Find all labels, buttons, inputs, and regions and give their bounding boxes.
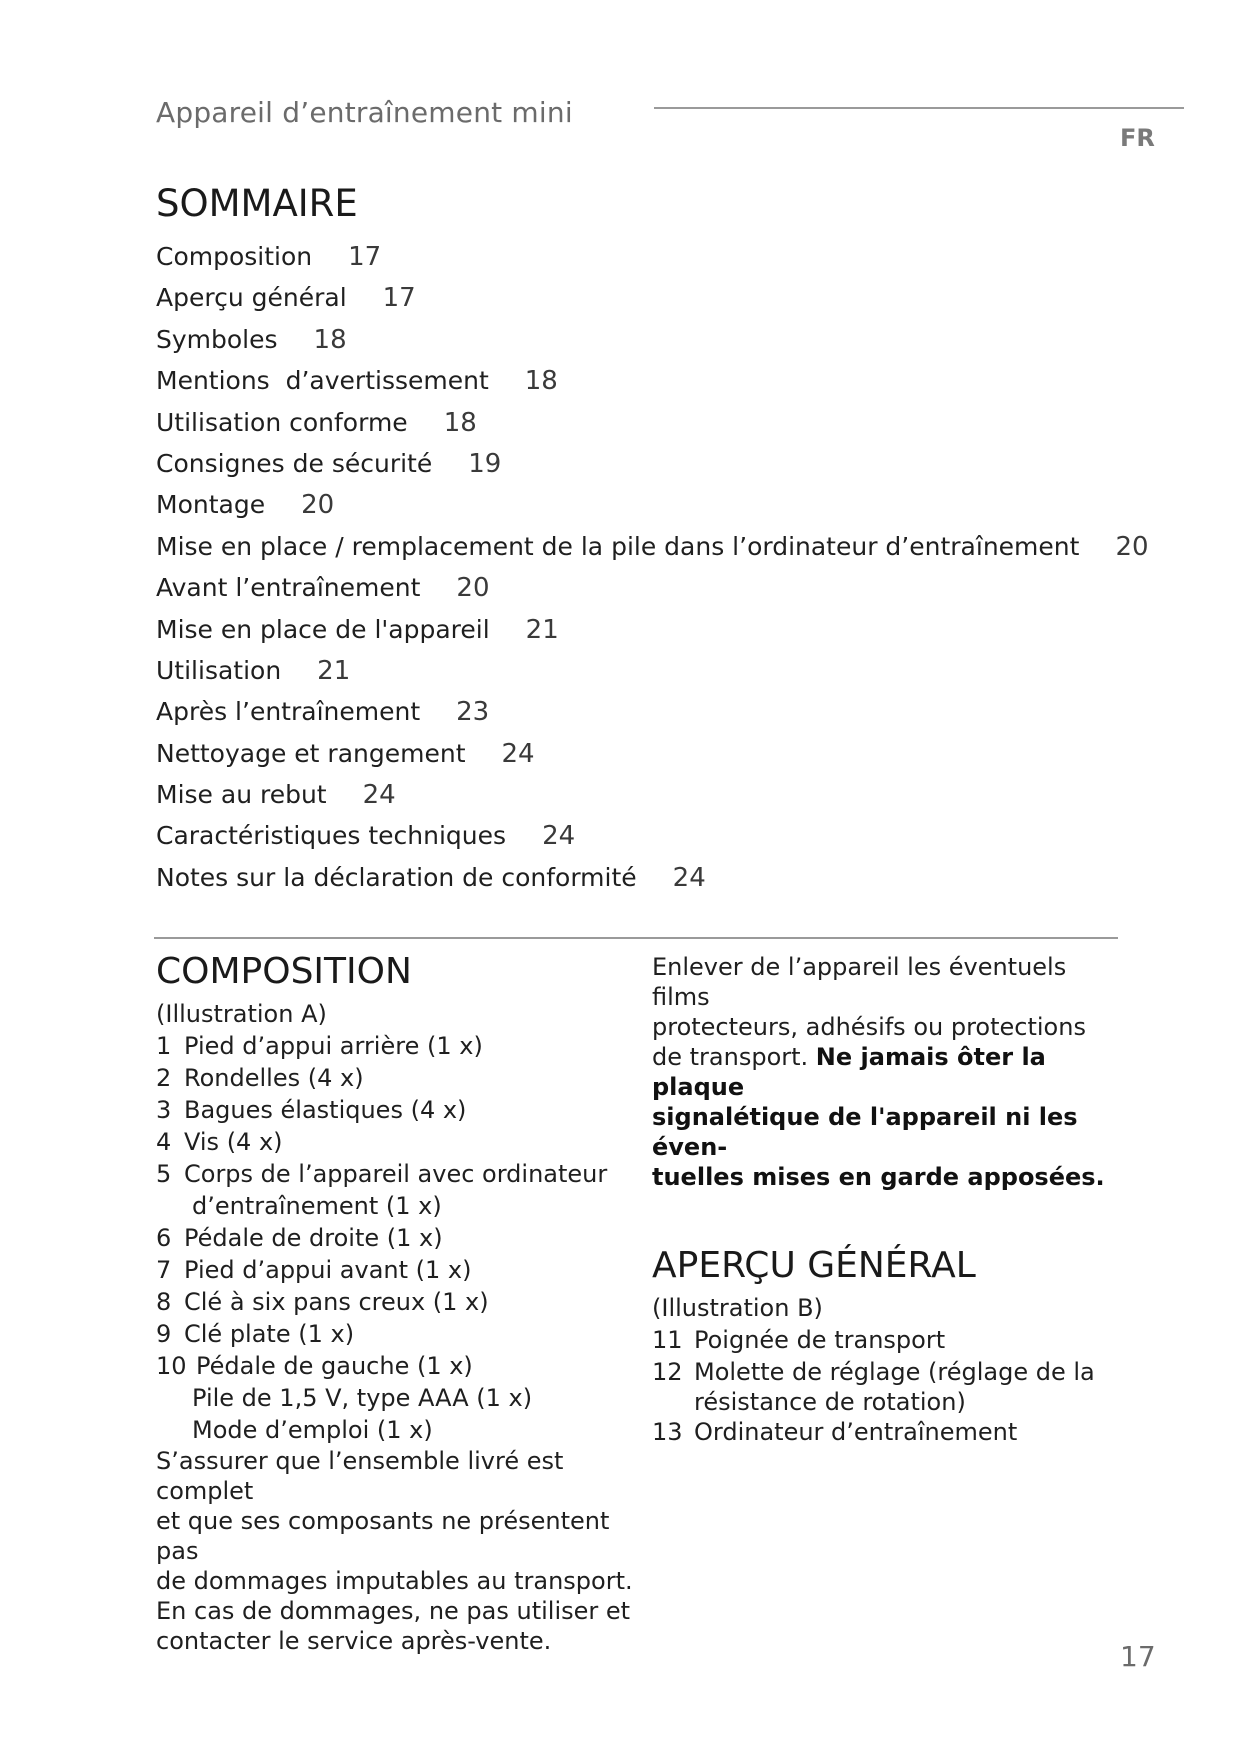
- document-title: Appareil d’entraînement mini: [156, 96, 573, 129]
- list-item: [652, 1416, 1112, 1448]
- unpacking-instructions: [652, 952, 1112, 1192]
- toc-item[interactable]: [156, 526, 1149, 567]
- overview-illustration-ref: (Illustration B): [652, 1294, 823, 1322]
- item-text: Molette de réglage (réglage de la: [694, 1358, 1095, 1386]
- item-number: 13: [652, 1418, 683, 1446]
- note-line: de dommages imputables au transport.: [156, 1567, 633, 1595]
- item-number: 3: [156, 1096, 172, 1124]
- item-text: Rondelles (4 x): [184, 1064, 364, 1092]
- toc-item[interactable]: [156, 774, 1149, 815]
- toc-item-label: Symboles: [156, 324, 278, 354]
- warning-line: tuelles mises en garde apposées.: [652, 1163, 1105, 1191]
- list-item: [156, 1350, 636, 1382]
- toc-item-label: Mentions d’avertissement: [156, 366, 489, 396]
- toc-item[interactable]: [156, 277, 1149, 318]
- toc-item[interactable]: [156, 319, 1149, 360]
- item-text: résistance de rotation): [694, 1388, 966, 1416]
- toc-item[interactable]: [156, 236, 1149, 277]
- item-number: 12: [652, 1358, 683, 1386]
- list-item: [156, 1318, 636, 1350]
- toc-item-page: 23: [456, 697, 490, 728]
- item-number: 2: [156, 1064, 172, 1092]
- toc-item-label: Mise en place / remplacement de la pile dans l’ordinateur d’entraînement: [156, 531, 1080, 561]
- header-divider: [654, 107, 1184, 109]
- page-number: 17: [1120, 1640, 1156, 1673]
- right-column: [652, 950, 1112, 1448]
- item-text: Pédale de droite (1 x): [184, 1224, 443, 1252]
- toc-item-page: 21: [525, 614, 559, 645]
- toc-item-page: 19: [468, 448, 502, 479]
- list-item: [156, 1030, 636, 1062]
- note-line: En cas de dommages, ne pas utiliser et: [156, 1597, 631, 1625]
- instruction-line: protecteurs, adhésifs ou protections: [652, 1013, 1086, 1041]
- item-text: Pédale de gauche (1 x): [196, 1352, 473, 1380]
- item-text: Bagues élastiques (4 x): [184, 1096, 467, 1124]
- toc-item[interactable]: [156, 484, 1149, 525]
- item-number: 9: [156, 1320, 172, 1348]
- toc-item-label: Avant l’entraînement: [156, 573, 421, 603]
- item-text: Clé à six pans creux (1 x): [184, 1288, 489, 1316]
- list-item: [652, 1324, 1112, 1356]
- toc-item-page: 21: [317, 655, 351, 686]
- overview-parts-list: [652, 1324, 1112, 1448]
- toc-item[interactable]: [156, 691, 1149, 732]
- list-item: [652, 1356, 1112, 1388]
- item-number: 10: [156, 1352, 187, 1380]
- toc-heading: SOMMAIRE: [156, 182, 358, 225]
- item-number: 11: [652, 1326, 683, 1354]
- warning-line: signalétique de l'appareil ni les éven-: [652, 1103, 1078, 1161]
- language-tag: FR: [1120, 124, 1155, 152]
- item-number: 1: [156, 1032, 172, 1060]
- toc-item-page: 17: [348, 242, 382, 272]
- item-text: Poignée de transport: [694, 1326, 946, 1354]
- toc-item[interactable]: [156, 650, 1149, 691]
- item-number: 4: [156, 1128, 172, 1156]
- item-number: 8: [156, 1288, 172, 1316]
- section-divider: [154, 937, 1118, 939]
- item-text: Vis (4 x): [184, 1128, 283, 1156]
- item-text: Ordinateur d’entraînement: [694, 1418, 1018, 1446]
- list-item: [156, 1254, 636, 1286]
- toc-item-page: 24: [362, 780, 396, 811]
- item-text: Pied d’appui avant (1 x): [184, 1256, 472, 1284]
- composition-parts-list: [156, 1030, 636, 1446]
- toc-item-page: 24: [672, 862, 706, 893]
- toc-item-label: Après l’entraînement: [156, 697, 421, 727]
- instruction-line: de transport.: [652, 1043, 809, 1071]
- item-text: Clé plate (1 x): [184, 1320, 355, 1348]
- toc-item[interactable]: [156, 857, 1149, 898]
- toc-item[interactable]: [156, 402, 1149, 443]
- composition-title: COMPOSITION: [156, 951, 412, 992]
- toc-item-label: Montage: [156, 490, 266, 520]
- list-item-extra: [156, 1414, 636, 1446]
- toc-item-page: 20: [1115, 531, 1149, 562]
- note-line: et que ses composants ne présentent pas: [156, 1507, 610, 1565]
- item-text: d’entraînement (1 x): [192, 1192, 442, 1220]
- toc-item-page: 18: [524, 366, 558, 397]
- toc-item[interactable]: [156, 567, 1149, 608]
- toc-item[interactable]: [156, 733, 1149, 774]
- toc-item-page: 20: [301, 490, 335, 521]
- item-text: Pile de 1,5 V, type AAA (1 x): [192, 1384, 533, 1412]
- note-line: S’assurer que l’ensemble livré est complet: [156, 1447, 564, 1505]
- list-item-continuation: [652, 1388, 1112, 1416]
- toc-item-label: Composition: [156, 242, 313, 271]
- toc-item-label: Nettoyage et rangement: [156, 738, 466, 768]
- toc-item-label: Utilisation conforme: [156, 407, 408, 437]
- composition-illustration-ref: (Illustration A): [156, 1000, 327, 1028]
- list-item: [156, 1094, 636, 1126]
- list-item: [156, 1126, 636, 1158]
- toc-item-page: 20: [456, 573, 490, 604]
- warning-line: Ne jamais ôter la plaque: [652, 1043, 1046, 1101]
- list-item: [156, 1286, 636, 1318]
- toc-item-label: Aperçu général: [156, 283, 347, 313]
- overview-title: APERÇU GÉNÉRAL: [652, 1245, 976, 1286]
- toc-item-page: 24: [501, 738, 535, 769]
- toc-item[interactable]: [156, 360, 1149, 401]
- instruction-line: Enlever de l’appareil les éventuels films: [652, 953, 1067, 1011]
- toc-item-page: 24: [542, 821, 576, 852]
- list-item: [156, 1222, 636, 1254]
- toc-item-page: 18: [313, 324, 347, 355]
- composition-section: [156, 950, 636, 1656]
- toc-item[interactable]: [156, 815, 1149, 856]
- delivery-check-note: [156, 1446, 636, 1656]
- item-number: 7: [156, 1256, 172, 1284]
- list-item: [156, 1158, 636, 1190]
- list-item-continuation: [156, 1190, 636, 1222]
- list-item: [156, 1062, 636, 1094]
- toc-item-label: Mise en place de l'appareil: [156, 614, 490, 644]
- item-number: 6: [156, 1224, 172, 1252]
- toc-item-label: Notes sur la déclaration de conformité: [156, 862, 637, 892]
- toc-item-label: Caractéristiques techniques: [156, 821, 507, 851]
- toc-item-page: 17: [382, 283, 416, 314]
- toc-item-page: 18: [443, 407, 477, 438]
- list-item-extra: [156, 1382, 636, 1414]
- toc-item-label: Utilisation: [156, 655, 282, 685]
- item-text: Pied d’appui arrière (1 x): [184, 1032, 483, 1060]
- toc-item[interactable]: [156, 443, 1149, 484]
- table-of-contents: [156, 236, 1149, 898]
- item-text: Mode d’emploi (1 x): [192, 1416, 433, 1444]
- toc-item-label: Consignes de sécurité: [156, 448, 433, 478]
- item-text: Corps de l’appareil avec ordinateur: [184, 1160, 608, 1188]
- toc-item[interactable]: [156, 609, 1149, 650]
- toc-item-label: Mise au rebut: [156, 780, 327, 810]
- note-line: contacter le service après-vente.: [156, 1627, 552, 1655]
- item-number: 5: [156, 1160, 172, 1188]
